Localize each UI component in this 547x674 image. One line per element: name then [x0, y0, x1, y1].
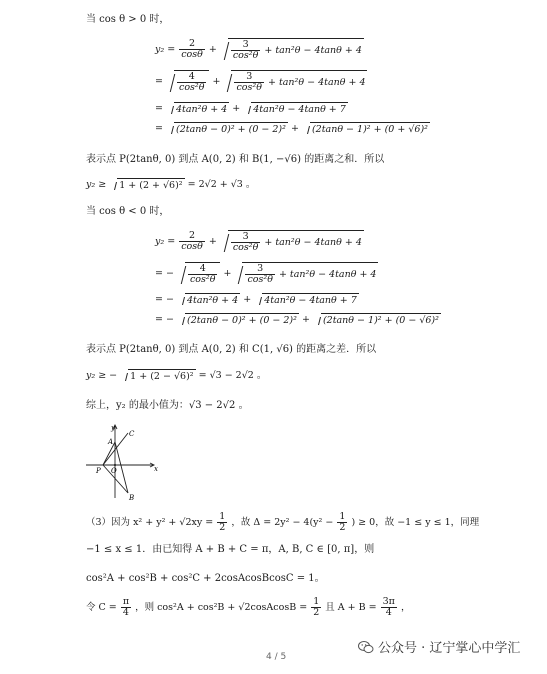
point-p-label: P	[96, 467, 101, 475]
part3-line2: −1 ≤ x ≤ 1．由已知得 A + B + C = π，A, B, C ∈ [0, π]，则	[86, 544, 375, 555]
text-distance-sum: 表示点 P(2tanθ, 0) 到点 A(0, 2) 和 B(1, −√6) 的距离之和．所以	[86, 154, 385, 165]
point-a-label: A	[108, 438, 114, 446]
axis-x-label: x	[154, 465, 158, 473]
axis-y-label: y	[111, 424, 115, 432]
page-number: 4 / 5	[266, 652, 287, 662]
watermark	[358, 637, 520, 656]
case1-line3: = 4tan²θ + 4 + 4tan²θ − 4tanθ + 7	[155, 103, 346, 115]
point-b-label: B	[129, 494, 135, 502]
case2-line3: = − 4tan²θ + 4 + 4tan²θ − 4tanθ + 7	[155, 294, 357, 306]
case2-label: 当 cos θ < 0 时，	[86, 206, 170, 217]
case2-line4: = − (2tanθ − 0)² + (0 − 2)² + (2tanθ − 1)² + (0 − √6)²	[155, 314, 439, 326]
part3-line4: 令 C = $\frac{\pi}{4}$ ，则 cos²A + cos²B + √2cosAcosB = $\frac{1}{2}$ 且 A + B = $\frac{3\pi}{4}$ ，	[86, 596, 411, 618]
case2-line2: = − $\frac{4}{\text{cos²θ}}$ + $\frac{3}{\text{cos²θ}}$ + tan²θ − 4tanθ + 4	[155, 263, 377, 285]
part3-line1: （3）因为 x² + y² + √2xy = $\frac{1}{2}$ ，故 Δ = 2y² − 4(y² − $\frac{1}{2}$ ) ≥ 0，故 −1 ≤ y ≤ 1，同理	[86, 511, 480, 533]
case2-line1: y₂ = $\frac{2}{\cos\theta}$ + $\frac{3}{\text{cos²θ}}$ + tan²θ − 4tanθ + 4	[155, 230, 362, 253]
text-distance-diff: 表示点 P(2tanθ, 0) 到点 A(0, 2) 和 C(1, √6) 的距离之差．所以	[86, 344, 377, 355]
case1-label: 当 cos θ > 0 时，	[86, 14, 170, 25]
case1-line4: = (2tanθ − 0)² + (0 − 2)² + (2tanθ − 1)² + (0 + √6)²	[155, 123, 428, 135]
inequality-1: y₂ ≥ 1 + (2 + √6)² = 2√2 + √3 。	[86, 179, 256, 191]
point-c-label: C	[129, 430, 135, 438]
wechat-icon	[358, 640, 374, 654]
case1-line1: y₂ = $\frac{2}{\cos\theta}$ + $\frac{3}{\text{cos²θ}}$ + tan²θ − 4tanθ + 4	[155, 38, 362, 61]
watermark-text: 公众号 · 辽宁掌心中学汇	[378, 641, 521, 656]
coordinate-figure	[84, 420, 164, 510]
part3-line3: cos²A + cos²B + cos²C + 2cosAcosBcosC = 1。	[86, 573, 325, 584]
case1-line2: = $\frac{4}{\text{cos²θ}}$ + $\frac{3}{\text{cos²θ}}$ + tan²θ − 4tanθ + 4	[155, 71, 366, 93]
origin-label: O	[111, 467, 117, 475]
inequality-2: y₂ ≥ − 1 + (2 − √6)² = √3 − 2√2 。	[86, 370, 267, 382]
summary-minimum: 综上，y₂ 的最小值为：√3 − 2√2 。	[86, 400, 249, 411]
